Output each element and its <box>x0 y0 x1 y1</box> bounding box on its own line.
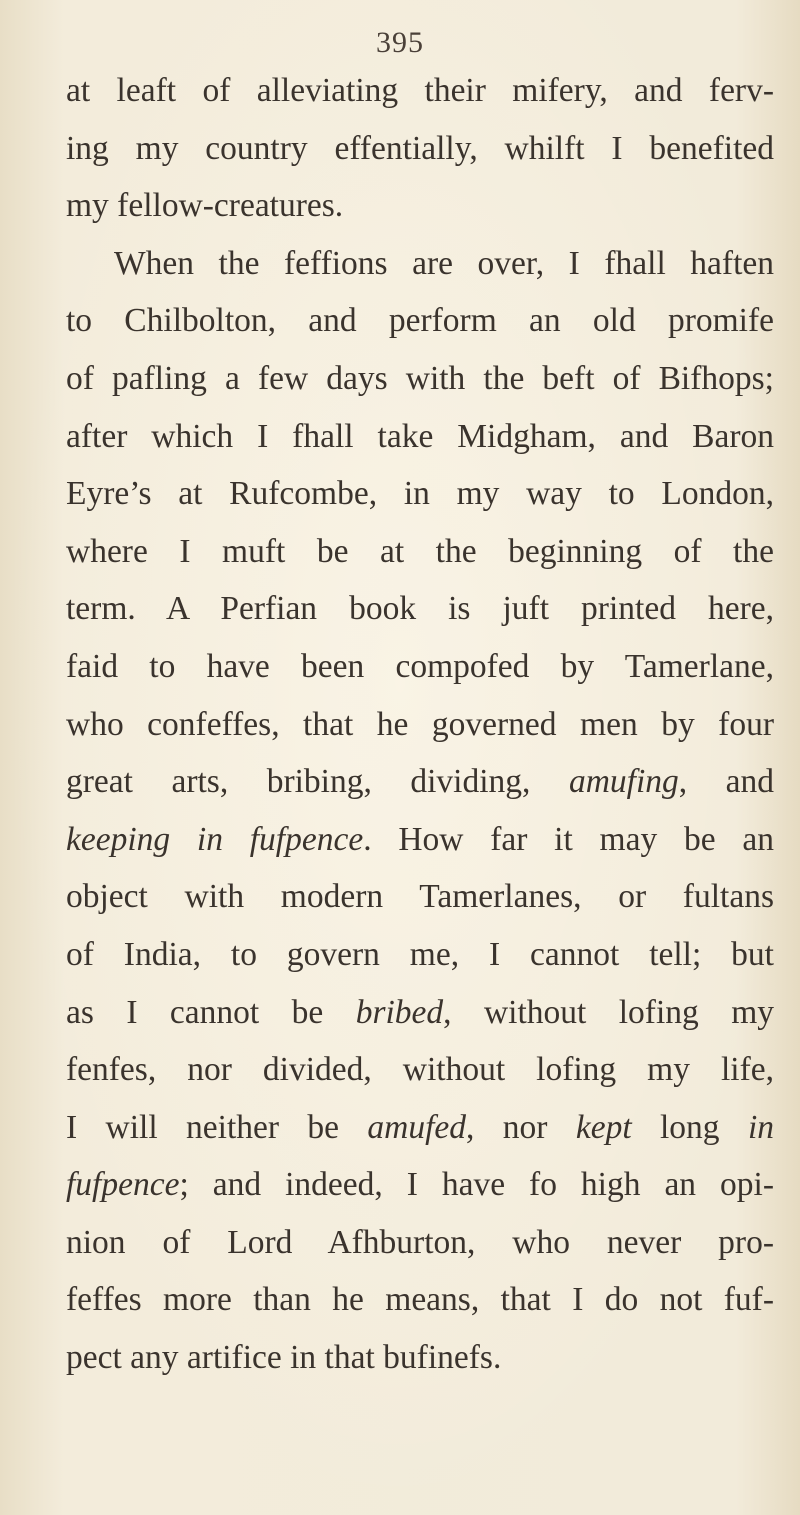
text-line: as I cannot be bribed, without lofing my <box>66 993 774 1031</box>
italic-word: amufed <box>367 1108 467 1146</box>
italic-word: amufing <box>568 763 679 801</box>
italic-phrase: keeping in fufpence <box>66 820 364 858</box>
text-line: of pafling a few days with the beft of Bifhops; <box>66 359 774 397</box>
text-line: where I muft be at the beginning of the <box>66 532 774 570</box>
text-line: fenfes, nor divided, without lofing my life, <box>66 1051 774 1089</box>
text-line: feffes more than he means, that I do not fuf- <box>66 1281 774 1319</box>
text-line: who confeffes, that he governed men by four <box>66 705 774 743</box>
text-line: object with modern Tamerlanes, or fultans <box>66 878 774 916</box>
italic-word: in <box>747 1108 774 1146</box>
text-line: after which I fhall take Midgham, and Baron <box>66 417 774 455</box>
text-line: nion of Lord Afhburton, who never pro- <box>66 1223 774 1261</box>
italic-word: bribed <box>355 993 444 1031</box>
text-line: I will neither be amufed, nor kept long in <box>66 1108 774 1146</box>
page-number: 395 <box>376 26 424 59</box>
text-line: Eyre’s at Rufcombe, in my way to London, <box>66 475 774 513</box>
text-line: term. A Perfian book is juft printed here, <box>66 590 774 628</box>
italic-word: fufpence <box>66 1166 180 1204</box>
text-line: my fellow-creatures. <box>66 187 344 225</box>
text-line: pect any artifice in that bufinefs. <box>66 1339 502 1377</box>
italic-word: kept <box>575 1108 632 1146</box>
text-line: great arts, bribing, dividing, amufing, and <box>66 763 775 801</box>
text-line: fufpence; and indeed, I have fo high an opi- <box>66 1166 774 1204</box>
text-line: of India, to govern me, I cannot tell; but <box>66 935 774 973</box>
text-line: ing my country effentially, whilft I benefited <box>66 129 774 167</box>
text-line: to Chilbolton, and perform an old promife <box>66 302 774 340</box>
text-line: at leaft of alleviating their mifery, and ferv- <box>66 72 774 109</box>
text-line: faid to have been compofed by Tamerlane, <box>66 647 774 685</box>
body-text <box>66 62 774 1387</box>
text-line: keeping in fufpence. How far it may be an <box>66 820 774 858</box>
text-line: When the feffions are over, I fhall haften <box>114 244 774 282</box>
